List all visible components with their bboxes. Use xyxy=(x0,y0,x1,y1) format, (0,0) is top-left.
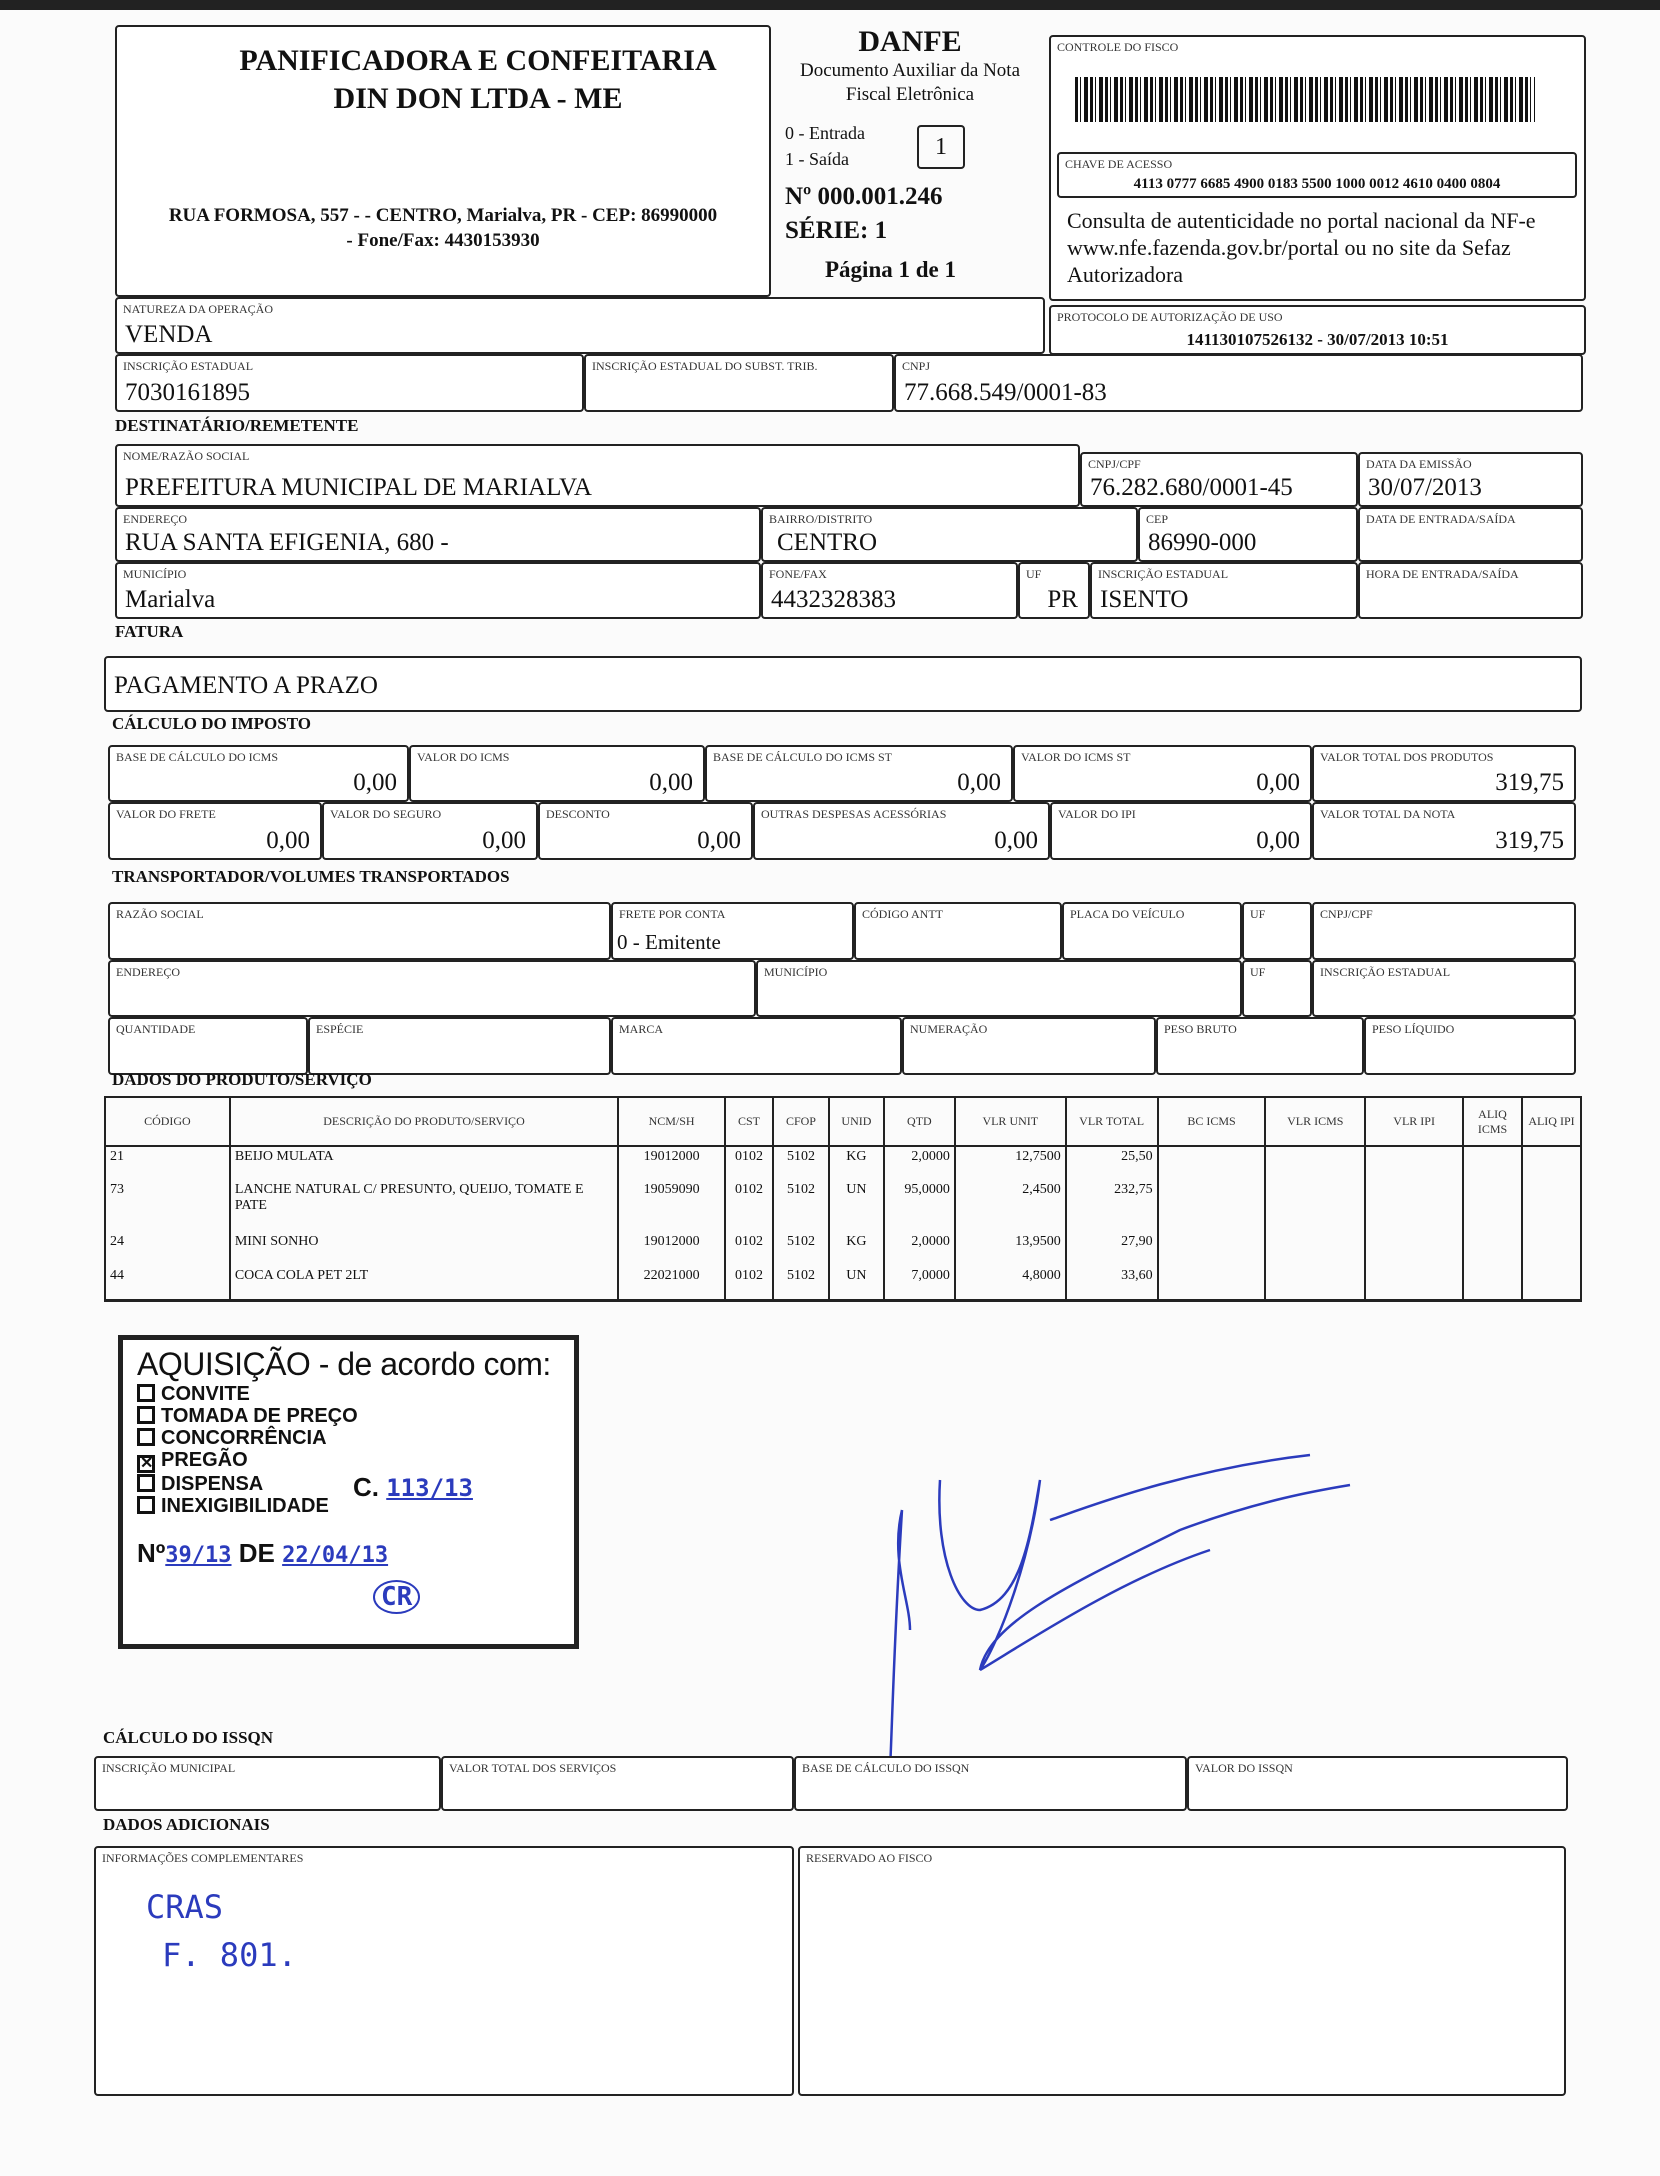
transp-title: TRANSPORTADOR/VOLUMES TRANSPORTADOS xyxy=(112,867,510,886)
transp-placa-box xyxy=(1062,902,1242,960)
imposto-field xyxy=(538,802,753,860)
imposto-field xyxy=(1050,802,1312,860)
vol-peso-liquido-box xyxy=(1364,1017,1576,1075)
issqn-base-box xyxy=(794,1756,1187,1811)
table-cell: MINI SONHO xyxy=(230,1232,618,1266)
table-cell xyxy=(1158,1146,1266,1180)
table-cell xyxy=(1463,1266,1522,1300)
stamp-c-value: 113/13 xyxy=(386,1474,473,1502)
column-header: NCM/SH xyxy=(618,1097,725,1146)
dest-municipio-label: MUNICÍPIO xyxy=(123,567,187,581)
cnpj-emitente-box xyxy=(894,354,1583,412)
table-cell xyxy=(1522,1146,1581,1180)
transp-frete-box xyxy=(611,902,854,960)
dest-ie-value: ISENTO xyxy=(1100,586,1189,613)
table-cell: 19012000 xyxy=(618,1232,725,1266)
table-cell: KG xyxy=(829,1146,884,1180)
chave-acesso-value: 4113 0777 6685 4900 0183 5500 1000 0012 4610 0400 0804 xyxy=(1133,176,1501,192)
vol-numeracao-label: NUMERAÇÃO xyxy=(910,1022,988,1036)
table-cell xyxy=(1463,1232,1522,1266)
column-header: ALIQ IPI xyxy=(1522,1097,1581,1146)
dest-cep-box xyxy=(1138,507,1358,562)
table-cell xyxy=(1463,1146,1522,1180)
dest-endereco-box xyxy=(115,507,761,562)
stamp-numero xyxy=(137,1538,388,1569)
table-cell xyxy=(1522,1180,1581,1232)
table-cell: 232,75 xyxy=(1066,1180,1158,1232)
vol-peso-bruto-box xyxy=(1156,1017,1364,1075)
table-cell: 25,50 xyxy=(1066,1146,1158,1180)
dest-nome-value: PREFEITURA MUNICIPAL DE MARIALVA xyxy=(125,474,592,501)
table-cell xyxy=(1365,1146,1463,1180)
transp-antt-label: CÓDIGO ANTT xyxy=(862,907,943,921)
ie-label: INSCRIÇÃO ESTADUAL xyxy=(123,359,254,373)
stamp-de-label: DE xyxy=(238,1538,275,1568)
dest-municipio-value: Marialva xyxy=(125,586,216,613)
dest-cep-value: 86990-000 xyxy=(1148,529,1257,556)
table-cell: 21 xyxy=(105,1146,230,1180)
imposto-field-value: 0,00 xyxy=(353,769,397,796)
vol-marca-label: MARCA xyxy=(619,1022,664,1036)
table-cell: BEIJO MULATA xyxy=(230,1146,618,1180)
table-cell: 5102 xyxy=(773,1266,829,1300)
issqn-valor-label: VALOR DO ISSQN xyxy=(1195,1761,1293,1775)
dest-bairro-box xyxy=(761,507,1138,562)
table-cell: 0102 xyxy=(725,1232,773,1266)
fatura-value: PAGAMENTO A PRAZO xyxy=(114,672,378,699)
dest-uf-box xyxy=(1018,562,1090,619)
ie-st-box xyxy=(584,354,894,412)
column-header: UNID xyxy=(829,1097,884,1146)
cnpj-value: 77.668.549/0001-83 xyxy=(904,379,1107,406)
column-header: DESCRIÇÃO DO PRODUTO/SERVIÇO xyxy=(230,1097,618,1146)
info-complementares-box xyxy=(94,1846,794,2096)
imposto-field-label: VALOR DO SEGURO xyxy=(330,807,442,821)
stamp-option xyxy=(137,1495,560,1517)
table-cell xyxy=(1158,1266,1266,1300)
dest-bairro-label: BAIRRO/DISTRITO xyxy=(769,512,873,526)
stamp-title: AQUISIÇÃO - de acordo com: xyxy=(137,1346,551,1382)
imposto-field-value: 0,00 xyxy=(649,769,693,796)
natureza-value: VENDA xyxy=(125,321,213,348)
imposto-field xyxy=(1312,745,1576,802)
vol-numeracao-box xyxy=(902,1017,1156,1075)
dest-fone-box xyxy=(761,562,1018,619)
vol-especie-box xyxy=(308,1017,611,1075)
table-cell: LANCHE NATURAL C/ PRESUNTO, QUEIJO, TOMATE E PATE xyxy=(230,1180,618,1232)
imposto-field-value: 0,00 xyxy=(482,827,526,854)
table-cell: 2,0000 xyxy=(884,1232,955,1266)
imposto-field xyxy=(1013,745,1312,802)
consulta-text: Consulta de autenticidade no portal nacional da NF-e www.nfe.fazenda.gov.br/portal ou no site da Sefaz Autorizadora xyxy=(1067,208,1536,287)
transp-municipio-box xyxy=(756,960,1242,1017)
table-cell xyxy=(1522,1232,1581,1266)
stamp-initials: CR xyxy=(373,1580,420,1614)
table-cell: 13,9500 xyxy=(955,1232,1066,1266)
vol-quantidade-label: QUANTIDADE xyxy=(116,1022,196,1036)
transp-razao-box xyxy=(108,902,611,960)
imposto-field-label: VALOR DO IPI xyxy=(1058,807,1136,821)
stamp-c xyxy=(353,1472,473,1503)
imposto-field-label: BASE DE CÁLCULO DO ICMS ST xyxy=(713,750,893,764)
table-row xyxy=(105,1266,1581,1300)
transp-placa-label: PLACA DO VEÍCULO xyxy=(1070,907,1185,921)
table-cell xyxy=(1365,1180,1463,1232)
dest-cep-label: CEP xyxy=(1146,512,1169,526)
vol-quantidade-box xyxy=(108,1017,308,1075)
dest-bairro-value: CENTRO xyxy=(777,529,877,556)
dest-endereco-label: ENDEREÇO xyxy=(123,512,187,526)
issqn-title: CÁLCULO DO ISSQN xyxy=(103,1728,274,1747)
imposto-field xyxy=(753,802,1050,860)
imposto-field-value: 0,00 xyxy=(1256,769,1300,796)
table-cell: 5102 xyxy=(773,1180,829,1232)
table-cell: KG xyxy=(829,1232,884,1266)
dest-cnpj-label: CNPJ/CPF xyxy=(1088,457,1141,471)
table-cell xyxy=(1158,1232,1266,1266)
checkbox-icon xyxy=(137,1384,155,1402)
dest-nome-label: NOME/RAZÃO SOCIAL xyxy=(123,449,250,463)
dest-municipio-box xyxy=(115,562,761,619)
tipo-entrada: 0 - Entrada xyxy=(785,123,865,143)
imposto-field-label: OUTRAS DESPESAS ACESSÓRIAS xyxy=(761,807,947,821)
scan-edge xyxy=(0,0,1660,10)
checkbox-icon xyxy=(137,1406,155,1424)
table-row xyxy=(105,1146,1581,1180)
column-header: CST xyxy=(725,1097,773,1146)
table-cell xyxy=(1265,1146,1365,1180)
aquisicao-stamp xyxy=(118,1335,579,1649)
checked-box-icon: ✕ xyxy=(137,1455,155,1473)
imposto-field xyxy=(108,802,322,860)
stamp-n-value: 39/13 xyxy=(165,1543,232,1568)
imposto-field xyxy=(322,802,538,860)
reservado-fisco-label: RESERVADO AO FISCO xyxy=(806,1851,933,1865)
imposto-field-value: 0,00 xyxy=(266,827,310,854)
dest-cnpj-box xyxy=(1080,452,1358,507)
info-handwritten-1: CRAS xyxy=(146,1888,224,1926)
dest-emissao-box xyxy=(1358,452,1583,507)
transp-cnpj-box xyxy=(1312,902,1576,960)
chave-acesso-label: CHAVE DE ACESSO xyxy=(1065,157,1173,171)
stamp-option-label: CONVITE xyxy=(161,1383,250,1405)
table-cell xyxy=(1265,1232,1365,1266)
imposto-field-value: 319,75 xyxy=(1495,769,1564,796)
danfe-numero: Nº 000.001.246 xyxy=(785,183,943,210)
table-cell: 44 xyxy=(105,1266,230,1300)
transp-uf-label: UF xyxy=(1250,907,1266,921)
table-cell: 5102 xyxy=(773,1232,829,1266)
table-cell: 95,0000 xyxy=(884,1180,955,1232)
natureza-label: NATUREZA DA OPERAÇÃO xyxy=(123,302,274,316)
transp-frete-value: 0 - Emitente xyxy=(617,930,721,954)
transp-uf-box xyxy=(1242,902,1312,960)
dest-fone-value: 4432328383 xyxy=(771,586,896,613)
column-header: CÓDIGO xyxy=(105,1097,230,1146)
signature xyxy=(880,1440,1360,1770)
table-cell: 0102 xyxy=(725,1146,773,1180)
produtos-table xyxy=(104,1096,1582,1302)
checkbox-icon xyxy=(137,1496,155,1514)
table-cell: 0102 xyxy=(725,1266,773,1300)
info-complementares-label: INFORMAÇÕES COMPLEMENTARES xyxy=(102,1851,304,1865)
stamp-option-label: TOMADA DE PREÇO xyxy=(161,1405,358,1427)
stamp-option-label: PREGÃO xyxy=(161,1449,248,1471)
table-cell: 24 xyxy=(105,1232,230,1266)
issqn-base-label: BASE DE CÁLCULO DO ISSQN xyxy=(802,1761,970,1775)
checkbox-icon xyxy=(137,1474,155,1492)
stamp-option xyxy=(137,1383,560,1405)
transp-uf2-label: UF xyxy=(1250,965,1266,979)
barcode xyxy=(1075,77,1535,122)
column-header: VLR ICMS xyxy=(1265,1097,1365,1146)
table-cell xyxy=(1365,1266,1463,1300)
transp-razao-label: RAZÃO SOCIAL xyxy=(116,907,204,921)
chave-acesso-box xyxy=(1057,152,1577,198)
table-row xyxy=(105,1232,1581,1266)
dest-endereco-value: RUA SANTA EFIGENIA, 680 - xyxy=(125,529,449,556)
dest-hora-box xyxy=(1358,562,1583,619)
table-cell: 4,8000 xyxy=(955,1266,1066,1300)
table-cell: 5102 xyxy=(773,1146,829,1180)
column-header: VLR UNIT xyxy=(955,1097,1066,1146)
tipo-saida: 1 - Saída xyxy=(785,149,849,169)
issqn-total-box xyxy=(441,1756,794,1811)
table-cell: 2,0000 xyxy=(884,1146,955,1180)
produtos-title: DADOS DO PRODUTO/SERVIÇO xyxy=(112,1070,372,1089)
imposto-title: CÁLCULO DO IMPOSTO xyxy=(112,714,311,733)
column-header: VLR TOTAL xyxy=(1066,1097,1158,1146)
stamp-option xyxy=(137,1405,560,1427)
vol-marca-box xyxy=(611,1017,902,1075)
emitente-box xyxy=(115,25,771,297)
protocolo-label: PROTOCOLO DE AUTORIZAÇÃO DE USO xyxy=(1057,310,1283,324)
protocolo-value: 141130107526132 - 30/07/2013 10:51 xyxy=(1186,330,1449,349)
issqn-im-label: INSCRIÇÃO MUNICIPAL xyxy=(102,1761,236,1775)
dest-nome-box xyxy=(115,444,1080,507)
ie-box xyxy=(115,354,584,412)
stamp-option xyxy=(137,1449,560,1473)
danfe-subtitle: Documento Auxiliar da Nota Fiscal Eletrônica xyxy=(799,60,1021,105)
controle-fisco-box xyxy=(1049,35,1586,301)
table-cell: UN xyxy=(829,1266,884,1300)
table-cell xyxy=(1265,1266,1365,1300)
imposto-field-value: 0,00 xyxy=(994,827,1038,854)
stamp-n-label: Nº xyxy=(137,1538,166,1568)
table-cell: 0102 xyxy=(725,1180,773,1232)
imposto-field-value: 319,75 xyxy=(1495,827,1564,854)
table-cell: 12,7500 xyxy=(955,1146,1066,1180)
stamp-option xyxy=(137,1427,560,1449)
natureza-box xyxy=(115,297,1045,354)
table-cell xyxy=(1265,1180,1365,1232)
table-cell: COCA COLA PET 2LT xyxy=(230,1266,618,1300)
table-cell xyxy=(1463,1180,1522,1232)
dest-ie-box xyxy=(1090,562,1358,619)
info-handwritten-2: F. 801. xyxy=(162,1936,297,1974)
column-header: ALIQ ICMS xyxy=(1463,1097,1522,1146)
table-cell: UN xyxy=(829,1180,884,1232)
imposto-field xyxy=(108,745,409,802)
destinatario-title: DESTINATÁRIO/REMETENTE xyxy=(115,416,359,435)
danfe-title: DANFE xyxy=(858,25,962,58)
table-cell: 22021000 xyxy=(618,1266,725,1300)
emitente-address: RUA FORMOSA, 557 - - CENTRO, Marialva, PR - CEP: 86990000 xyxy=(168,205,718,226)
reservado-fisco-box xyxy=(798,1846,1566,2096)
protocolo-box xyxy=(1049,305,1586,355)
stamp-option-label: INEXIGIBILIDADE xyxy=(161,1495,329,1517)
column-header: BC ICMS xyxy=(1158,1097,1266,1146)
dest-ie-label: INSCRIÇÃO ESTADUAL xyxy=(1098,567,1229,581)
dest-emissao-label: DATA DA EMISSÃO xyxy=(1366,457,1472,471)
transp-municipio-label: MUNICÍPIO xyxy=(764,965,828,979)
imposto-field-label: VALOR TOTAL DOS PRODUTOS xyxy=(1320,750,1494,764)
dest-emissao-value: 30/07/2013 xyxy=(1368,474,1482,501)
danfe-pagina: Página 1 de 1 xyxy=(825,257,956,282)
imposto-field-label: VALOR TOTAL DA NOTA xyxy=(1320,807,1456,821)
table-cell: 19059090 xyxy=(618,1180,725,1232)
emitente-phone: - Fone/Fax: 4430153930 xyxy=(346,230,540,251)
transp-endereco-label: ENDEREÇO xyxy=(116,965,180,979)
imposto-field-label: VALOR DO ICMS ST xyxy=(1021,750,1131,764)
adicionais-title: DADOS ADICIONAIS xyxy=(103,1815,270,1834)
column-header: QTD xyxy=(884,1097,955,1146)
transp-frete-label: FRETE POR CONTA xyxy=(619,907,726,921)
transp-antt-box xyxy=(854,902,1062,960)
table-cell: 2,4500 xyxy=(955,1180,1066,1232)
cnpj-label: CNPJ xyxy=(902,359,931,373)
table-cell xyxy=(1365,1232,1463,1266)
dest-uf-label: UF xyxy=(1026,567,1042,581)
danfe-block xyxy=(775,25,1045,297)
imposto-field xyxy=(1312,802,1576,860)
tipo-value: 1 xyxy=(917,125,965,169)
imposto-field-value: 0,00 xyxy=(697,827,741,854)
imposto-field-label: DESCONTO xyxy=(546,807,610,821)
table-cell: 19012000 xyxy=(618,1146,725,1180)
checkbox-icon xyxy=(137,1428,155,1446)
table-cell: 27,90 xyxy=(1066,1232,1158,1266)
issqn-im-box xyxy=(94,1756,441,1811)
table-cell: 73 xyxy=(105,1180,230,1232)
imposto-field-label: VALOR DO FRETE xyxy=(116,807,216,821)
dest-uf-value: PR xyxy=(1047,586,1078,613)
ie-st-label: INSCRIÇÃO ESTADUAL DO SUBST. TRIB. xyxy=(592,359,818,373)
imposto-field-label: VALOR DO ICMS xyxy=(417,750,510,764)
stamp-option-label: DISPENSA xyxy=(161,1473,264,1495)
danfe-serie: SÉRIE: 1 xyxy=(785,217,888,244)
dest-data-entrada-label: DATA DE ENTRADA/SAÍDA xyxy=(1366,512,1516,526)
imposto-field-value: 0,00 xyxy=(957,769,1001,796)
fatura-box xyxy=(104,656,1582,712)
table-row xyxy=(105,1180,1581,1232)
dest-cnpj-value: 76.282.680/0001-45 xyxy=(1090,474,1293,501)
transp-endereco-box xyxy=(108,960,756,1017)
stamp-c-label: C. xyxy=(353,1472,379,1502)
dest-fone-label: FONE/FAX xyxy=(769,567,827,581)
imposto-field xyxy=(409,745,705,802)
vol-peso-liquido-label: PESO LÍQUIDO xyxy=(1372,1022,1455,1036)
table-cell xyxy=(1158,1180,1266,1232)
dest-data-entrada-box xyxy=(1358,507,1583,562)
column-header: CFOP xyxy=(773,1097,829,1146)
fatura-title: FATURA xyxy=(115,622,184,641)
table-cell xyxy=(1522,1266,1581,1300)
dest-hora-label: HORA DE ENTRADA/SAÍDA xyxy=(1366,567,1519,581)
stamp-option-label: CONCORRÊNCIA xyxy=(161,1427,327,1449)
table-cell: 7,0000 xyxy=(884,1266,955,1300)
stamp-option xyxy=(137,1473,560,1495)
issqn-valor-box xyxy=(1187,1756,1568,1811)
vol-especie-label: ESPÉCIE xyxy=(316,1022,364,1036)
transp-ie-box xyxy=(1312,960,1576,1017)
imposto-field xyxy=(705,745,1013,802)
imposto-field-value: 0,00 xyxy=(1256,827,1300,854)
imposto-field-label: BASE DE CÁLCULO DO ICMS xyxy=(116,750,279,764)
column-header: VLR IPI xyxy=(1365,1097,1463,1146)
transp-uf2-box xyxy=(1242,960,1312,1017)
emitente-name: PANIFICADORA E CONFEITARIA DIN DON LTDA - ME xyxy=(239,44,717,115)
vol-peso-bruto-label: PESO BRUTO xyxy=(1164,1022,1237,1036)
controle-fisco-label: CONTROLE DO FISCO xyxy=(1057,40,1179,54)
ie-value: 7030161895 xyxy=(125,379,250,406)
transp-cnpj-label: CNPJ/CPF xyxy=(1320,907,1373,921)
stamp-de-value: 22/04/13 xyxy=(282,1543,389,1568)
table-cell: 33,60 xyxy=(1066,1266,1158,1300)
transp-ie-label: INSCRIÇÃO ESTADUAL xyxy=(1320,965,1451,979)
issqn-total-label: VALOR TOTAL DOS SERVIÇOS xyxy=(449,1761,617,1775)
